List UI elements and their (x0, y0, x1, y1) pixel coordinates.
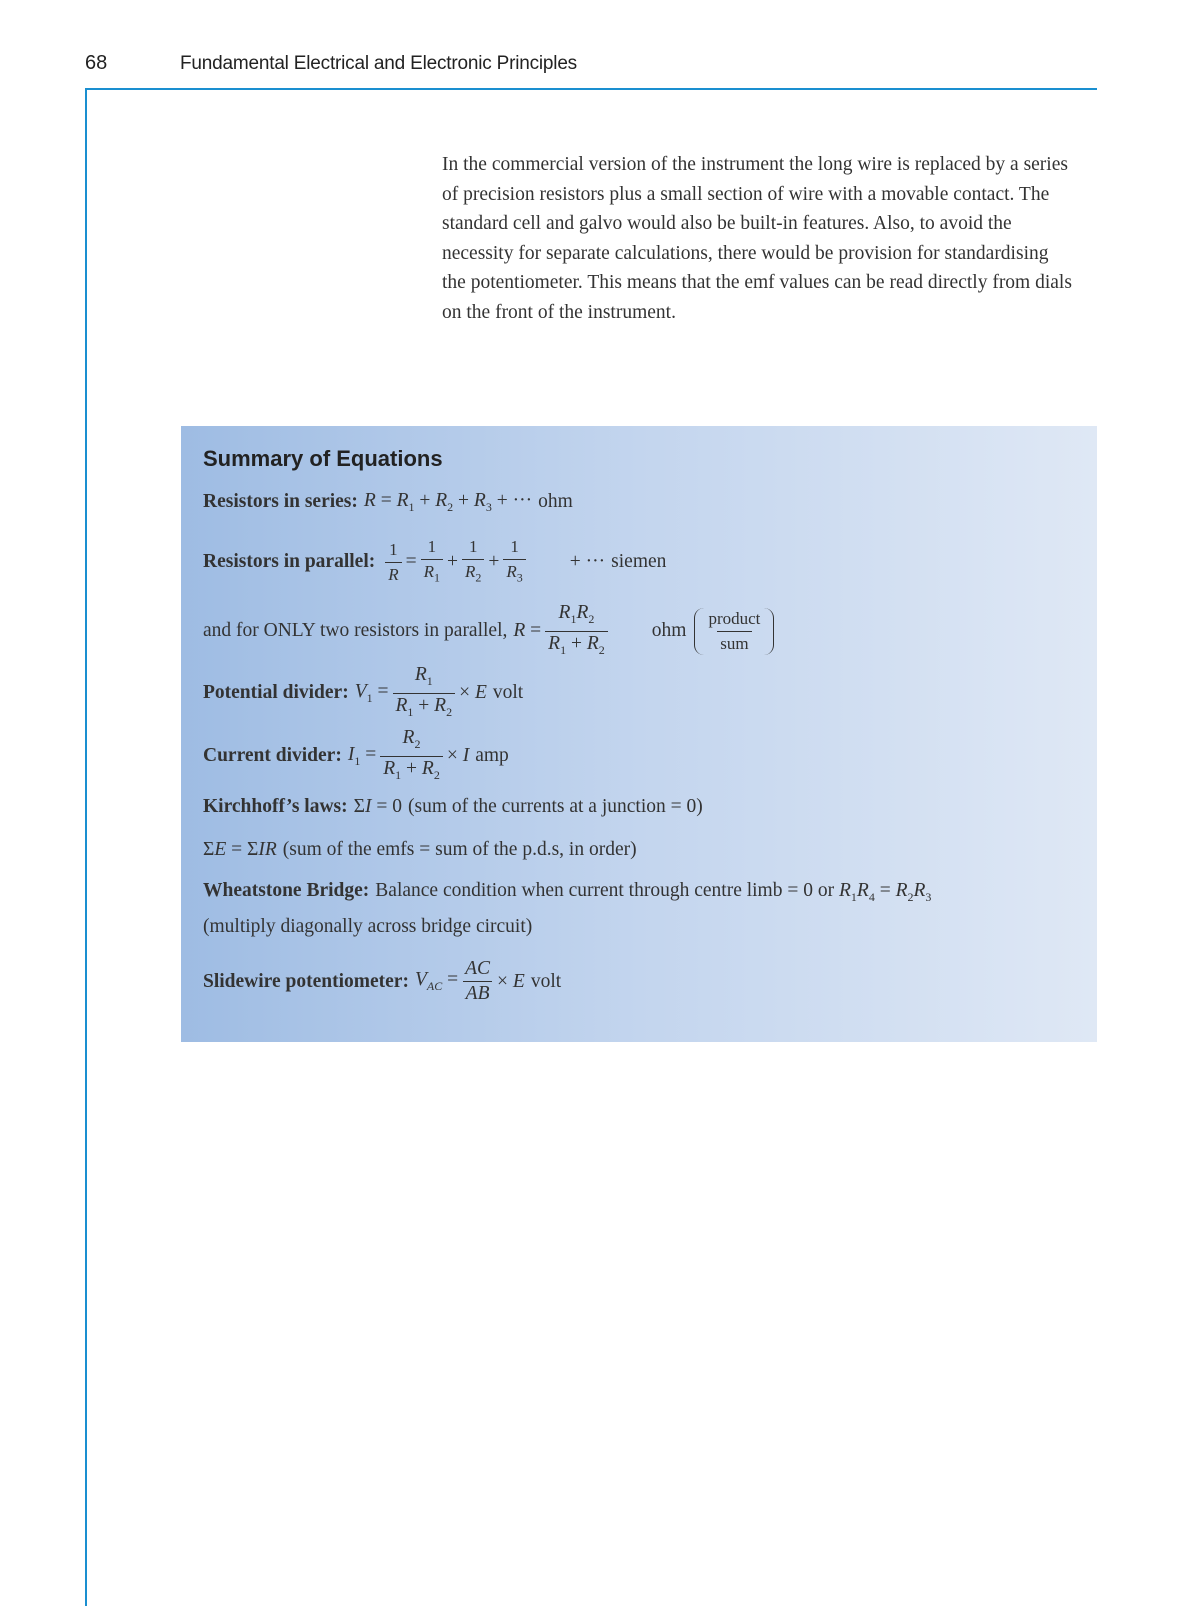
parallel-frac-r2: $\frac{1}{R_2}$ (462, 536, 484, 588)
potential-divider-frac: $\frac{R_1}{R_1 + R_2}$ (393, 664, 456, 723)
page-number: 68 (85, 52, 108, 74)
equation-kirchhoff-voltage: ΣE = ΣIR (sum of the emfs = sum of the p.d.s, in order) (203, 839, 637, 860)
series-label: Resistors in series: (203, 491, 358, 513)
kirchhoff-label: Kirchhoff’s laws: (203, 796, 348, 817)
equation-wheatstone: Wheatstone Bridge: Balance condition when current through centre limb = 0 or $R_1R_4 = R_2R_3$ (multiply diagonally across bridge circuit) (203, 880, 932, 937)
potential-divider-label: Potential divider: (203, 682, 349, 704)
kirchhoff-note2: (sum of the emfs = sum of the p.d.s, in order) (282, 839, 637, 860)
two-parallel-unit: ohm (651, 620, 687, 642)
potential-divider-unit: volt (492, 682, 524, 704)
header-rule (85, 88, 1097, 90)
parallel-unit: siemen (611, 551, 667, 573)
parallel-label: Resistors in parallel: (203, 551, 376, 573)
paren-numerator: product (708, 608, 761, 628)
parallel-frac-r: $\frac{1}{R}$ (385, 539, 401, 586)
product-sum-paren (694, 608, 774, 655)
running-head: Fundamental Electrical and Electronic Principles (180, 53, 577, 74)
wheatstone-label: Wheatstone Bridge: (203, 880, 370, 901)
series-formula: $R = R_1 + R_2 + R_3$ + ··· (363, 490, 533, 514)
summary-box (181, 426, 1097, 1042)
equation-two-parallel: and for ONLY two resistors in parallel, R = $\frac{R_1R_2}{R_1 + R_2}$ ohm $\frac{\text{product}}{\text{sum}}$ (203, 602, 774, 661)
paren-denominator: sum (717, 631, 751, 655)
current-divider-frac: $\frac{R_2}{R_1 + R_2}$ (380, 727, 443, 786)
kirchhoff-note1: (sum of the currents at a junction = 0) (407, 796, 703, 817)
wheatstone-text: Balance condition when current through centre limb = 0 or (375, 880, 835, 901)
current-divider-label: Current divider: (203, 745, 342, 767)
body-paragraph: In the commercial version of the instrument the long wire is replaced by a series of precision resistors plus a small section of wire with a movable contact. The standard cell and galvo would also be built-in features. Also, to avoid the necessity for separate calculations, there would be provision for standardising the potentiometer. This means that the emf values can be read directly from dials on the front of the instrument. (442, 154, 1072, 323)
wheatstone-note: (multiply diagonally across bridge circuit) (203, 915, 533, 937)
slidewire-unit: volt (530, 970, 562, 992)
equation-kirchhoff-current: Kirchhoff’s laws: ΣI = 0 (sum of the currents at a junction = 0) (203, 796, 703, 817)
equation-parallel: Resistors in parallel: $\frac{1}{R}$ = $\frac{1}{R_1}$ + $\frac{1}{R_2}$ + $\frac{1}{R_3}$ + ··· siemen (203, 536, 666, 588)
margin-rule (85, 88, 87, 1606)
two-parallel-frac: $\frac{R_1R_2}{R_1 + R_2}$ (545, 602, 608, 661)
two-parallel-text: and for ONLY two resistors in parallel, (203, 620, 508, 642)
equation-current-divider: Current divider: $I_1$ = $\frac{R_2}{R_1 + R_2}$ × I amp (203, 727, 509, 786)
equation-series (203, 490, 573, 515)
parallel-frac-r3: $\frac{1}{R_3}$ (503, 536, 525, 588)
parallel-frac-r1: $\frac{1}{R_1}$ (421, 536, 443, 588)
series-unit: ohm (538, 491, 573, 513)
equation-slidewire: Slidewire potentiometer: $V_{AC}$ = $\frac{AC}{AB}$ × E volt (203, 958, 562, 1004)
current-divider-unit: amp (475, 745, 509, 767)
equation-potential-divider: Potential divider: $V_1$ = $\frac{R_1}{R_1 + R_2}$ × E volt (203, 664, 523, 723)
slidewire-label: Slidewire potentiometer: (203, 970, 409, 992)
slidewire-frac: $\frac{AC}{AB}$ (462, 958, 493, 1005)
summary-title: Summary of Equations (203, 446, 443, 471)
